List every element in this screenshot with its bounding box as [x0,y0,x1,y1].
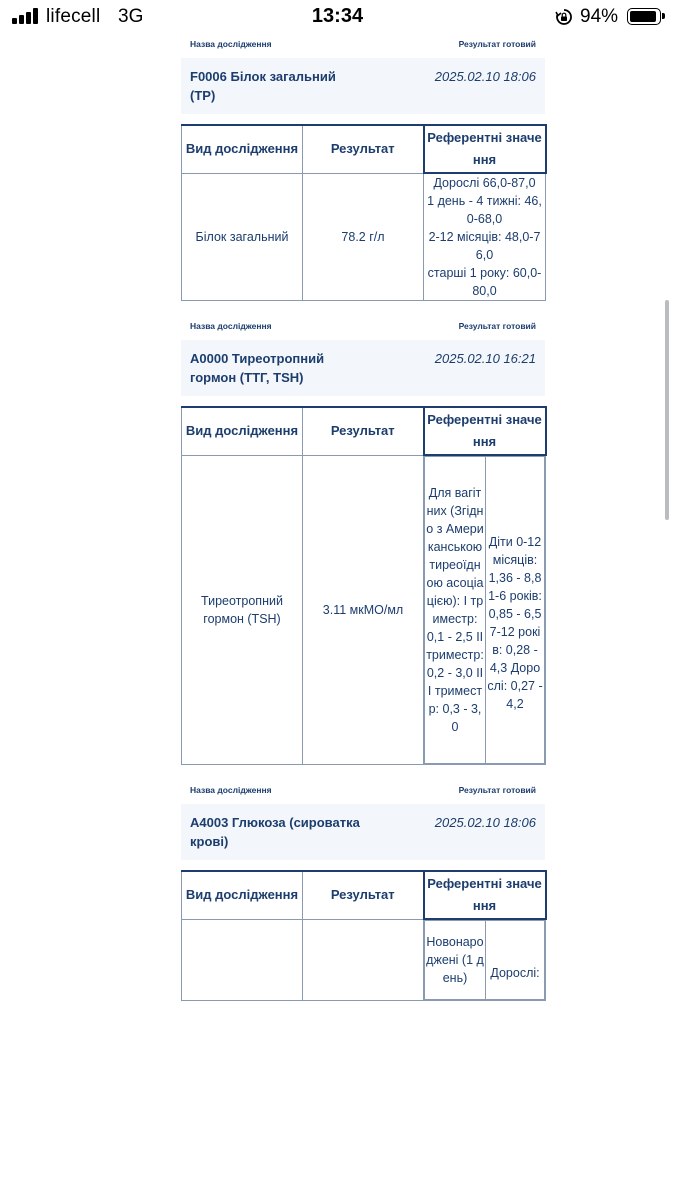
test-name-label: Назва дослідження [190,39,272,49]
test-row-name: Тиреотропний гормон (TSH) [182,455,303,765]
test-date: 2025.02.10 18:06 [434,69,536,84]
test-name-label: Назва дослідження [190,785,272,795]
test-date: 2025.02.10 18:06 [434,815,536,830]
column-header-result: Результат [303,871,424,919]
test-title: A0000 Тиреотропний гормон (ТТГ, TSH) [190,351,325,385]
test-meta-row [181,30,545,58]
clock: 13:34 [311,5,364,27]
column-header-result: Результат [303,407,424,455]
results-list [181,30,545,985]
reference-children-adults: Діти 0-12 місяців: 1,36 - 8,8 1-6 років: 0,85 - 6,5 7-12 років: 0,28 - 4,3 Дорослі: 0,27 - 4,2 [486,457,545,764]
carrier-name: lifecell [46,6,101,27]
test-date: 2025.02.10 16:21 [434,351,536,366]
test-title: F0006 Білок загальний (TP) [190,69,336,103]
orientation-lock-icon [555,8,573,26]
column-header-type: Вид дослідження [182,871,303,919]
battery-percent: 94% [580,6,619,27]
result-ready-label: Результат готовий [458,39,536,49]
reference-line: старші 1 року: 60,0-80,0 [427,266,542,298]
column-header-reference: Референтні значе ння [424,125,546,173]
reference-adults: Дорослі: [486,921,545,1000]
reference-line: Дорослі 66,0-87,0 [433,176,536,190]
test-meta-row [181,776,545,804]
column-header-type: Вид дослідження [182,407,303,455]
result-table [181,406,547,765]
column-header-reference: Референтні значе ння [424,871,546,919]
reference-values [424,919,546,1001]
test-title: A4003 Глюкоза (сироватка крові) [190,815,360,849]
test-name-label: Назва дослідження [190,321,272,331]
reference-pregnant: Для вагітних (Згідно з Американською тиреоїдною асоціацією): I триместр: 0,1 - 2,5 II триместр: 0,2 - 3,0 III триместр: 0,3 - 3,0 [425,457,486,764]
test-row-value [303,919,424,1001]
result-table-clip [181,870,545,985]
test-row-value: 78.2 г/л [303,173,424,301]
test-meta-row [181,312,545,340]
column-header-reference: Референтні значе ння [424,407,546,455]
result-table [181,124,547,301]
result-ready-label: Результат готовий [458,785,536,795]
reference-values [424,455,546,765]
reference-line: 2-12 місяців: 48,0-76,0 [428,230,541,262]
result-table [181,870,547,1001]
column-header-result: Результат [303,125,424,173]
test-row-name: Білок загальний [182,173,303,301]
test-card-header[interactable] [181,804,545,860]
network-type: 3G [118,6,144,27]
test-row-name [182,919,303,1001]
reference-values [424,173,546,301]
test-row-value: 3.11 мкМО/мл [303,455,424,765]
test-card-header[interactable] [181,58,545,114]
test-card-header[interactable] [181,340,545,396]
column-header-type: Вид дослідження [182,125,303,173]
result-ready-label: Результат готовий [458,321,536,331]
reference-newborn: Новонароджені (1 день) [425,921,486,1000]
scroll-indicator[interactable] [665,300,669,520]
battery-icon [627,8,661,25]
reference-line: 1 день - 4 тижні: 46,0-68,0 [427,194,542,226]
